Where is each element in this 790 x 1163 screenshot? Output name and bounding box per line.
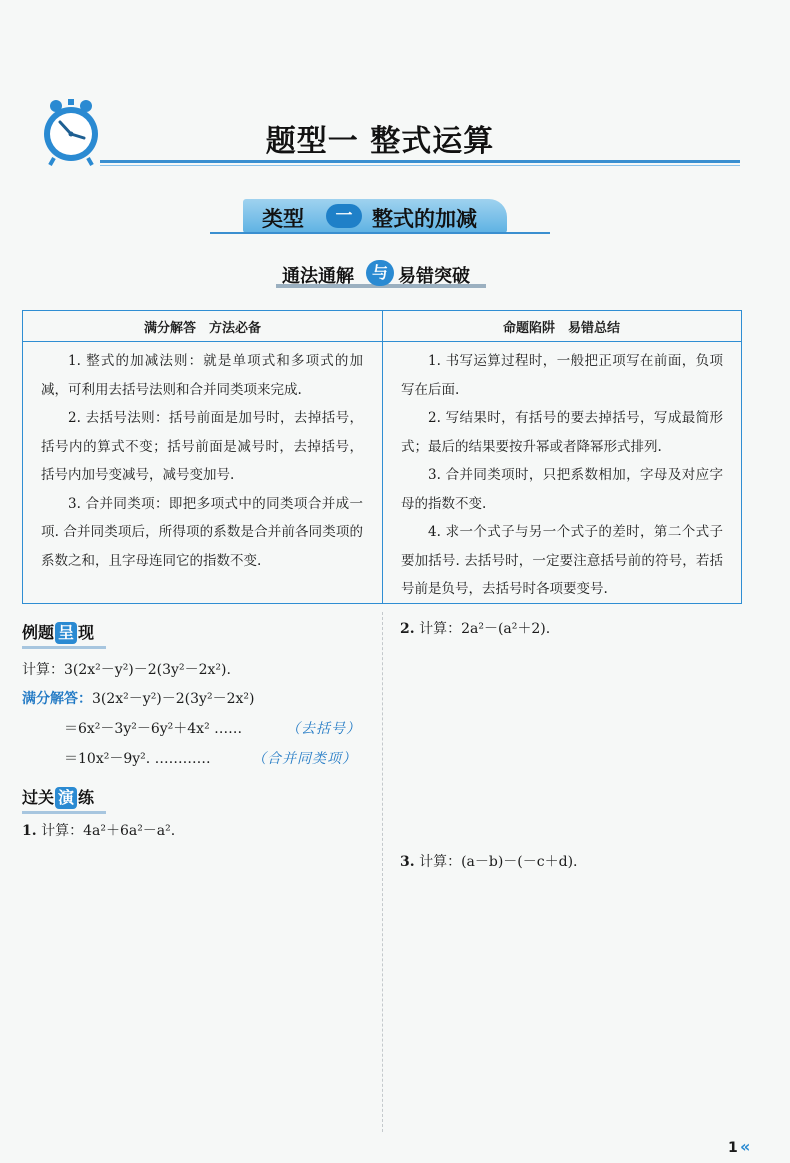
list-item: 4. 求一个式子与另一个式子的差时，第二个式子要加括号. 去括号时，一定要注意括号前的符号，若括号前是负号，去括号时各项要变号. <box>401 524 723 597</box>
practice-tag-pre: 过关 <box>22 788 55 807</box>
solution-step2-note: （合并同类项） <box>252 751 357 767</box>
question-3 <box>400 851 578 871</box>
question-1-number: 1. <box>22 823 37 839</box>
sub-banner-circle: 与 <box>366 260 394 286</box>
question-2-number: 2. <box>400 621 415 637</box>
practice-tag-bar <box>22 811 106 814</box>
example-heading <box>22 620 106 649</box>
table-header-left: 满分解答 方法必备 <box>143 321 261 336</box>
list-item: 3. 合并同类项：即把多项式中的同类项合并成一项. 合并同类项后，所得项的系数是合并前各同类项的系数之和，且字母连同它的指数不变. <box>41 495 363 569</box>
title-rule-thin <box>100 165 740 166</box>
page-title: 题型一 整式运算 <box>265 124 495 159</box>
list-item: 2. 写结果时，有括号的要去掉括号，写成最简形式；最后的结果要按升幂或者降幂形式排列. <box>401 410 723 455</box>
practice-tag-box: 演 <box>55 787 77 809</box>
list-item: 1. 书写运算过程时，一般把正项写在前面，负项写在后面. <box>401 353 723 398</box>
example-solution-line <box>22 688 254 708</box>
solution-step1: ＝6x²－3y²－6y²＋4x² …… <box>64 721 243 737</box>
solution-label: 满分解答： <box>22 691 92 707</box>
question-3-number: 3. <box>400 854 415 870</box>
type-name: 整式的加减 <box>372 207 477 231</box>
chevron-left-icon: « <box>740 1137 751 1156</box>
practice-heading <box>22 785 106 814</box>
method-table <box>22 310 742 604</box>
question-1-text: 计算：4a²＋6a²－a². <box>41 823 176 839</box>
question-2-text: 计算：2a²－(a²＋2). <box>419 621 551 637</box>
solution-step1-note: （去括号） <box>286 721 361 737</box>
question-3-text: 计算：(a－b)－(－c＋d). <box>419 854 578 870</box>
table-left-column <box>41 347 363 575</box>
question-1 <box>22 820 175 840</box>
example-tag-box: 呈 <box>55 622 77 644</box>
solution-step2: ＝10x²－9y². ………… <box>64 751 211 767</box>
table-column-divider <box>382 311 383 603</box>
list-item: 3. 合并同类项时，只把系数相加，字母及对应字母的指数不变. <box>401 467 723 512</box>
solution-step0: 3(2x²－y²)－2(3y²－2x²) <box>92 691 255 707</box>
practice-tag-post: 练 <box>78 788 95 807</box>
type-label: 类型 <box>262 207 304 231</box>
example-question: 计算：3(2x²－y²)－2(3y²－2x²). <box>22 662 231 678</box>
table-right-column <box>401 347 723 604</box>
example-tag-bar <box>22 646 106 649</box>
example-tag-pre: 例题 <box>22 623 55 642</box>
example-tag-post: 现 <box>78 623 95 642</box>
table-header-right: 命题陷阱 易错总结 <box>502 321 620 336</box>
list-item: 2. 去括号法则：括号前面是加号时，去掉括号，括号内的算式不变；括号前面是减号时，去掉括号，括号内加号变减号，减号变加号. <box>41 410 363 483</box>
column-divider <box>382 612 383 1132</box>
question-2 <box>400 618 550 638</box>
page-number: 1 <box>728 1140 738 1156</box>
title-rule <box>100 160 740 163</box>
type-number-badge: 一 <box>326 204 362 228</box>
list-item: 1. 整式的加减法则：就是单项式和多项式的加减，可利用去括号法则和合并同类项来完成. <box>41 353 363 398</box>
alarm-clock-icon <box>40 98 102 166</box>
sub-banner-right: 易错突破 <box>398 266 470 287</box>
sub-banner-left: 通法通解 <box>282 266 354 287</box>
